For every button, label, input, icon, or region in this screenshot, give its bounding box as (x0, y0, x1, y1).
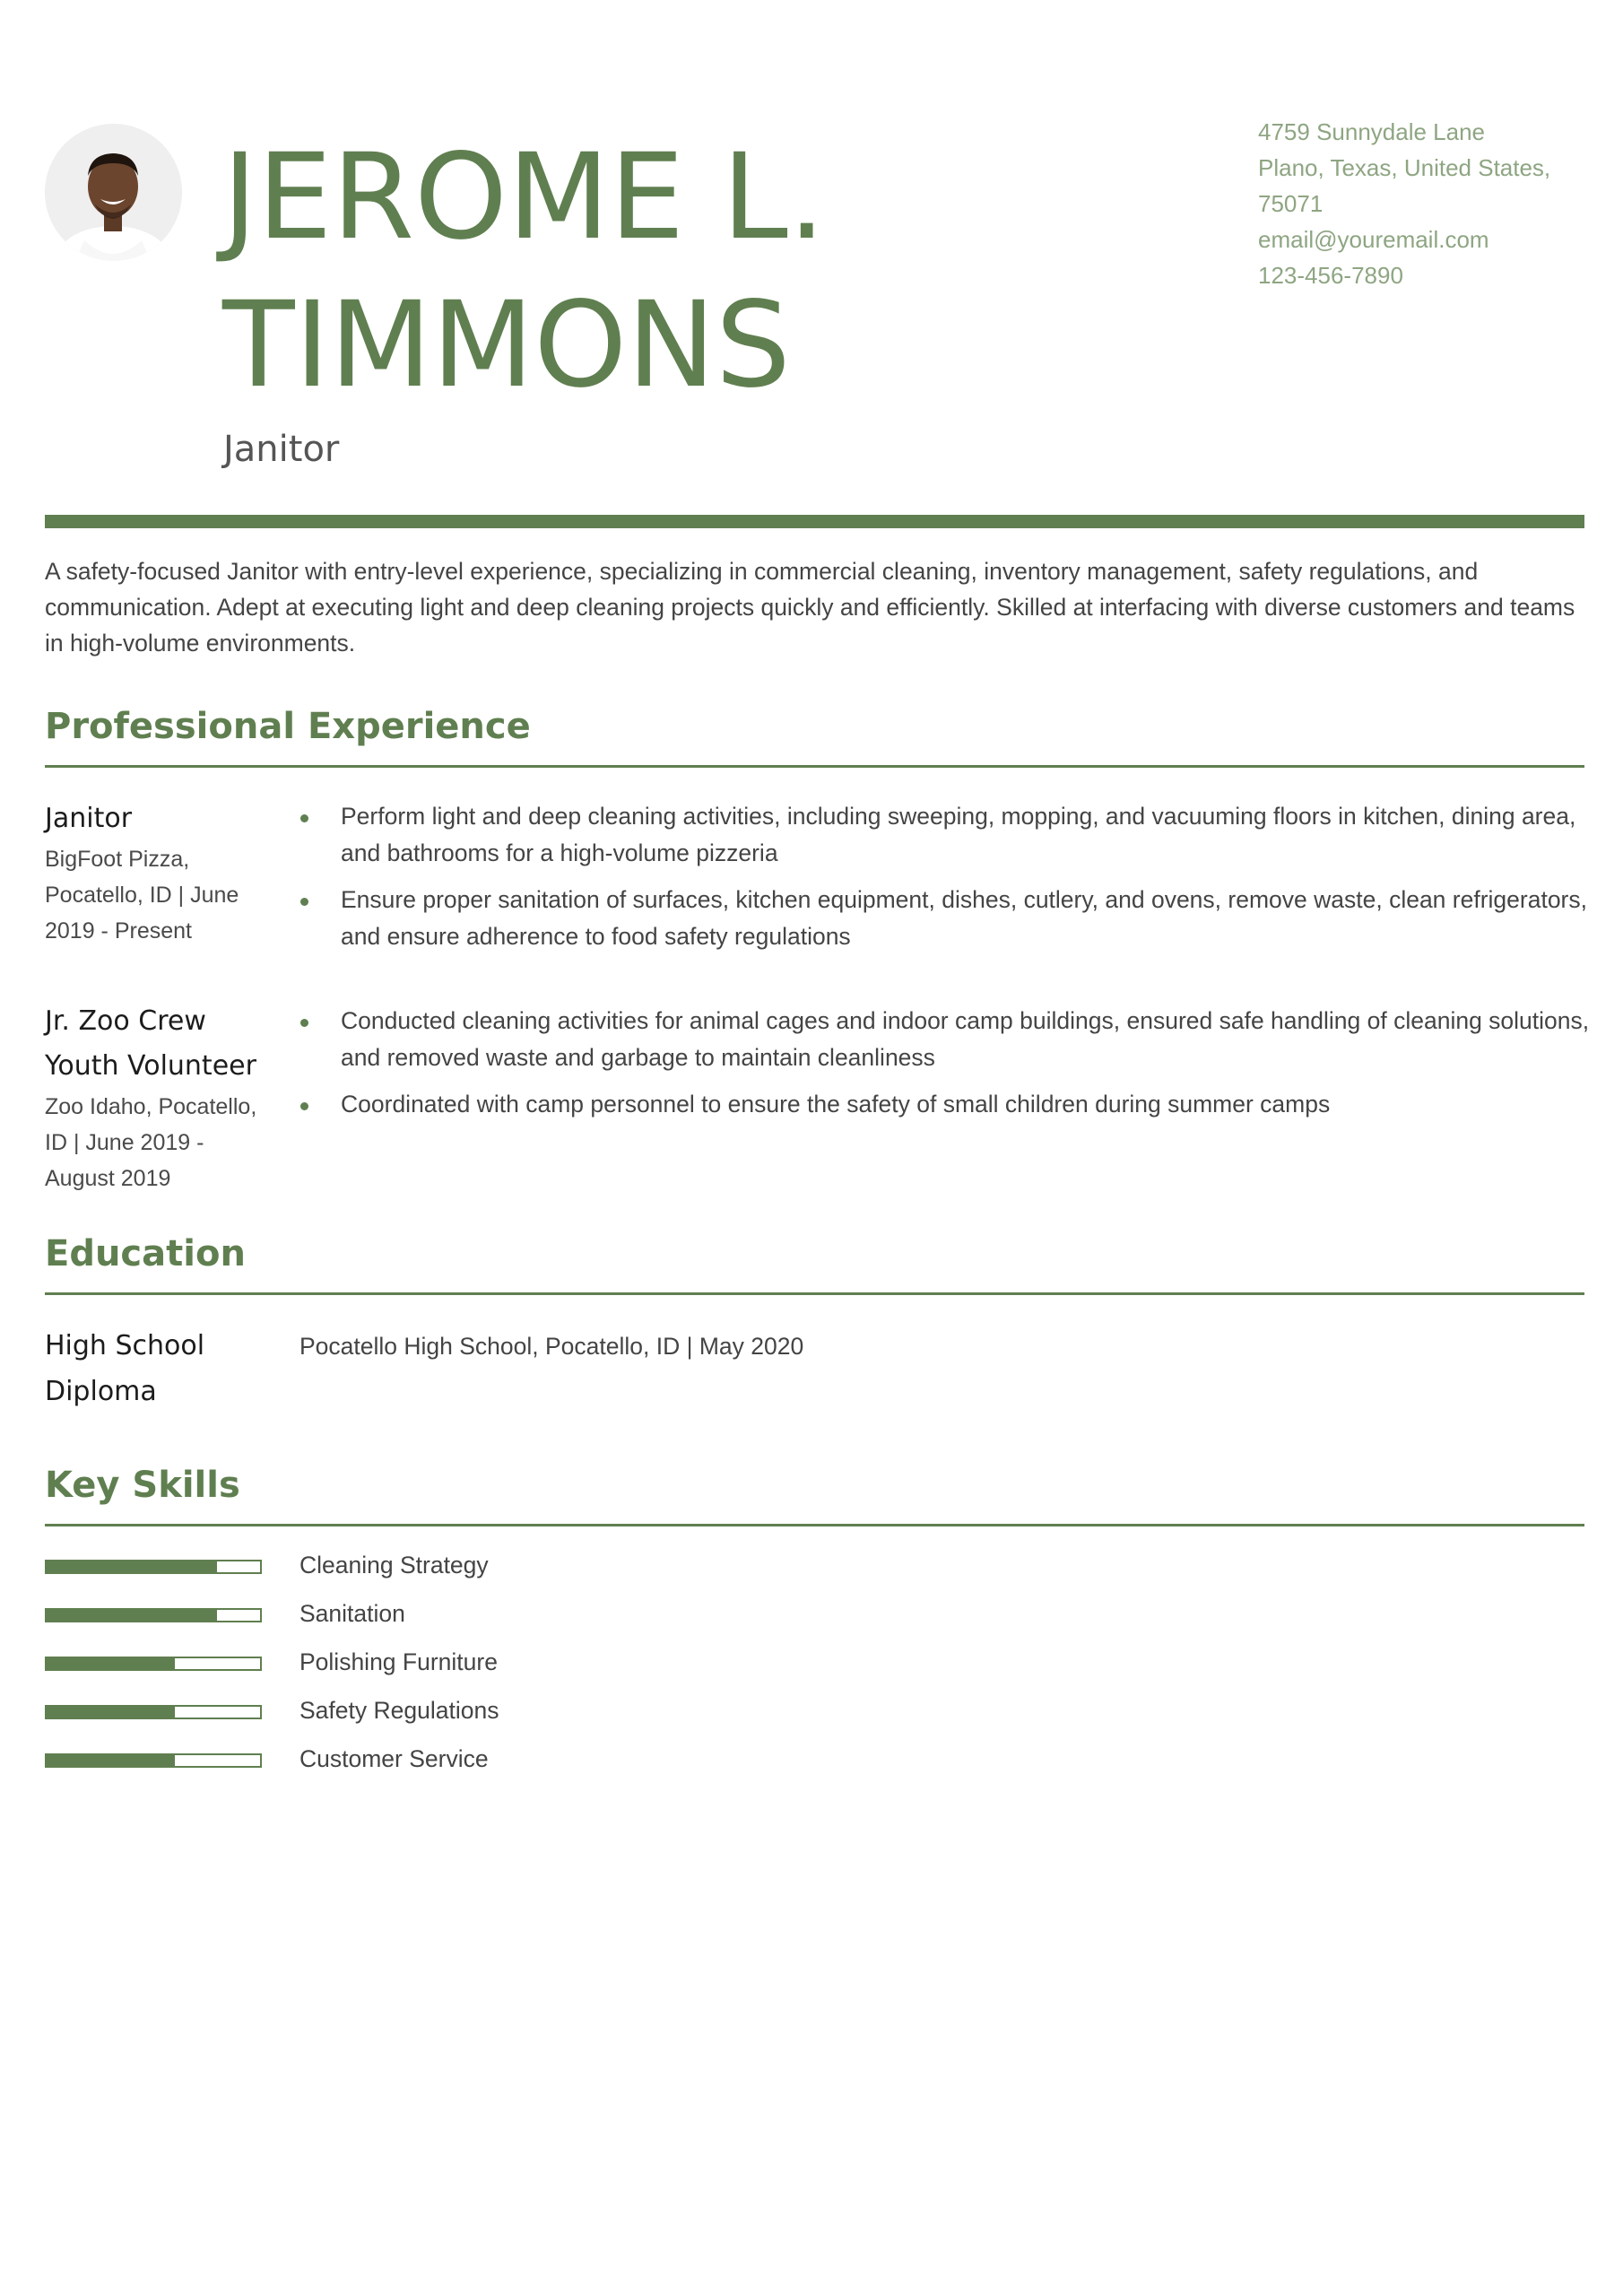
address-line-3: 75071 (1258, 190, 1324, 217)
address-line-1: 4759 Sunnydale Lane (1258, 118, 1486, 145)
skill-row (45, 1596, 852, 1644)
skill-row (45, 1547, 852, 1596)
education-detail: Pocatello High School, Pocatello, ID | May 2020 (299, 1333, 804, 1360)
address-line-2: Plano, Texas, United States, (1258, 154, 1551, 181)
skills-list (45, 1547, 852, 1789)
skill-level-fill (47, 1755, 175, 1766)
job-bullets-1 (296, 798, 1596, 955)
summary: A safety-focused Janitor with entry-level experience, specializing in commercial cleaning, inventory management, safety regulations, and communication. Adept at executing light and deep cleaning projects quickly and efficiently. Skilled at interfacing with diverse customers and teams in high-volume environments. (45, 558, 1575, 657)
skill-label: Polishing Furniture (299, 1648, 498, 1675)
job-meta: BigFoot Pizza, Pocatello, ID | June 2019 - Present (45, 847, 239, 944)
section-title-skills: Key Skills (45, 1465, 240, 1506)
job-role: Janitor (45, 803, 133, 834)
section-divider-experience (45, 765, 1584, 768)
skill-level-fill (47, 1610, 217, 1621)
skill-level-bar (45, 1705, 262, 1719)
skill-level-bar (45, 1608, 262, 1622)
email[interactable]: email@youremail.com (1258, 226, 1489, 253)
section-title-experience: Professional Experience (45, 706, 531, 747)
skill-row (45, 1741, 852, 1789)
section-title-education: Education (45, 1233, 246, 1274)
skill-label: Sanitation (299, 1600, 405, 1627)
skill-row (45, 1644, 852, 1692)
bullet-item: Coordinated with camp personnel to ensure the safety of small children during summer camps (296, 1086, 1596, 1123)
job-entry-2 (45, 999, 269, 1196)
job-meta: Zoo Idaho, Pocatello, ID | June 2019 - August 2019 (45, 1094, 257, 1191)
skill-level-bar (45, 1560, 262, 1574)
bullet-item: Perform light and deep cleaning activities, including sweeping, mopping, and vacuuming floors in kitchen, dining area, and bathrooms for a high-volume pizzeria (296, 798, 1596, 872)
skill-label: Safety Regulations (299, 1697, 499, 1724)
name-line-2: TIMMONS (222, 276, 791, 414)
phone[interactable]: 123-456-7890 (1258, 262, 1403, 289)
header-divider (45, 515, 1584, 528)
name-block (222, 124, 1119, 420)
job-title: Janitor (223, 429, 340, 470)
skill-level-bar (45, 1657, 262, 1671)
profile-photo (45, 124, 182, 261)
skill-label: Cleaning Strategy (299, 1552, 489, 1578)
name-line-1: JEROME L. (222, 128, 826, 266)
skill-level-fill (47, 1707, 175, 1718)
bullet-item: Conducted cleaning activities for animal cages and indoor camp buildings, ensured safe handling of cleaning solutions, and removed waste and garbage to maintain cleanliness (296, 1003, 1596, 1076)
skill-row (45, 1692, 852, 1741)
education-degree: High School Diploma (45, 1330, 205, 1407)
skill-level-fill (47, 1561, 217, 1572)
skill-level-bar (45, 1753, 262, 1768)
contact-block (1258, 114, 1599, 293)
section-divider-education (45, 1292, 1584, 1295)
bullet-item: Ensure proper sanitation of surfaces, kitchen equipment, dishes, cutlery, and ovens, remove waste, clean refrigerators, and ensure adherence to food safety regulations (296, 882, 1596, 955)
job-bullets-2 (296, 1003, 1596, 1123)
skill-label: Customer Service (299, 1745, 489, 1772)
job-entry-1 (45, 796, 269, 949)
skill-level-fill (47, 1658, 175, 1669)
job-role: Jr. Zoo Crew Youth Volunteer (45, 1005, 256, 1082)
section-divider-skills (45, 1524, 1584, 1526)
avatar (45, 124, 182, 261)
